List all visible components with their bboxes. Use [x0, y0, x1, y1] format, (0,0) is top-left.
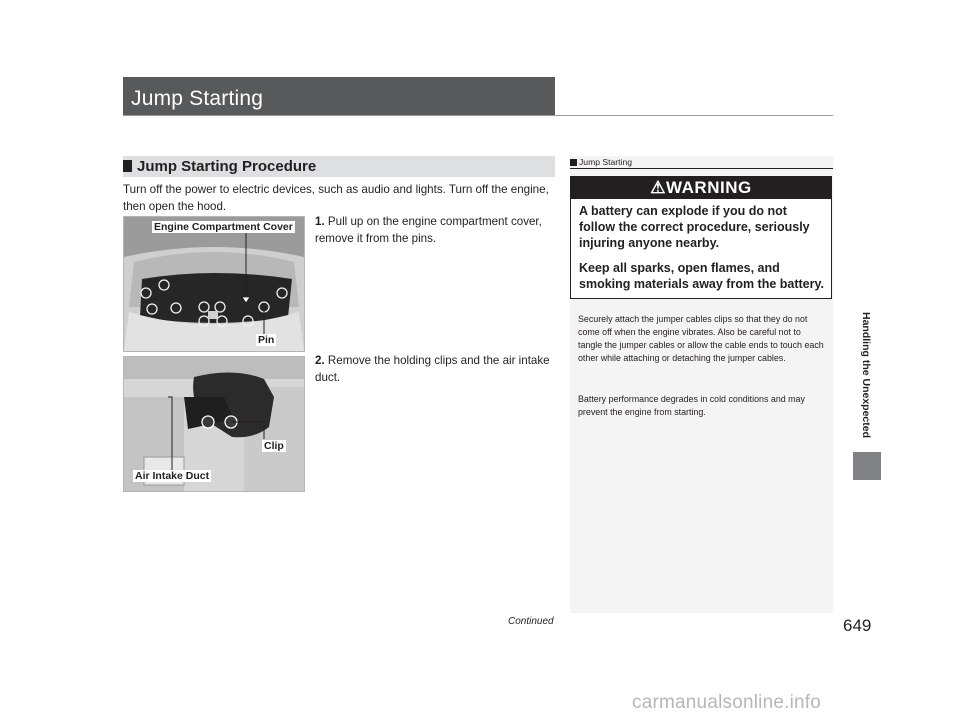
step-text: Pull up on the engine compartment cover, remove it from the pins.	[315, 215, 542, 245]
warning-text-2: Keep all sparks, open flames, and smoking materials away from the battery.	[579, 261, 824, 291]
callout-air-intake-duct: Air Intake Duct	[135, 470, 210, 482]
sidebar-rule	[570, 168, 833, 169]
step-number: 1.	[315, 215, 325, 228]
warning-text-1: A battery can explode if you do not follow the correct procedure, seriously injuring anyone nearby.	[579, 204, 810, 250]
warning-header	[571, 177, 831, 199]
step-text: Remove the holding clips and the air intake duct.	[315, 354, 550, 384]
page-number: 649	[843, 616, 872, 635]
step-2	[315, 352, 555, 386]
intro-text: Turn off the power to electric devices, such as audio and lights. Turn off the engine, then open the hood.	[123, 183, 549, 213]
reference-icon	[570, 159, 577, 166]
step-number: 2.	[315, 354, 325, 367]
warning-triangle-icon: ⚠	[650, 178, 667, 197]
warning-title: WARNING	[666, 178, 752, 197]
section-square-icon	[123, 160, 132, 172]
callout-pin: Pin	[258, 334, 275, 346]
title-rule	[123, 115, 833, 116]
chapter-label: Handling the Unexpected	[860, 312, 872, 439]
engine-cover-illustration	[124, 217, 304, 351]
page-title: Jump Starting	[131, 87, 264, 110]
callout-clip: Clip	[264, 440, 284, 452]
section-title: Jump Starting Procedure	[137, 158, 317, 175]
watermark: carmanualsonline.info	[632, 692, 822, 713]
chapter-tab	[853, 452, 881, 480]
continued-label: Continued	[508, 616, 554, 627]
callout-engine-compartment-cover: Engine Compartment Cover	[154, 221, 293, 233]
sidebar-heading: Jump Starting	[570, 157, 632, 167]
figure-engine-cover	[123, 216, 305, 352]
step-1	[315, 213, 555, 247]
sidebar-note-1: Securely attach the jumper cables clips so that they do not come off when the engine vibrates. Also be careful not to tangle the jumper cables or allow the cable ends to touch each other while attaching or detaching the jumper cables.	[578, 314, 824, 363]
sidebar-note-2: Battery performance degrades in cold conditions and may prevent the engine from starting.	[578, 394, 805, 417]
